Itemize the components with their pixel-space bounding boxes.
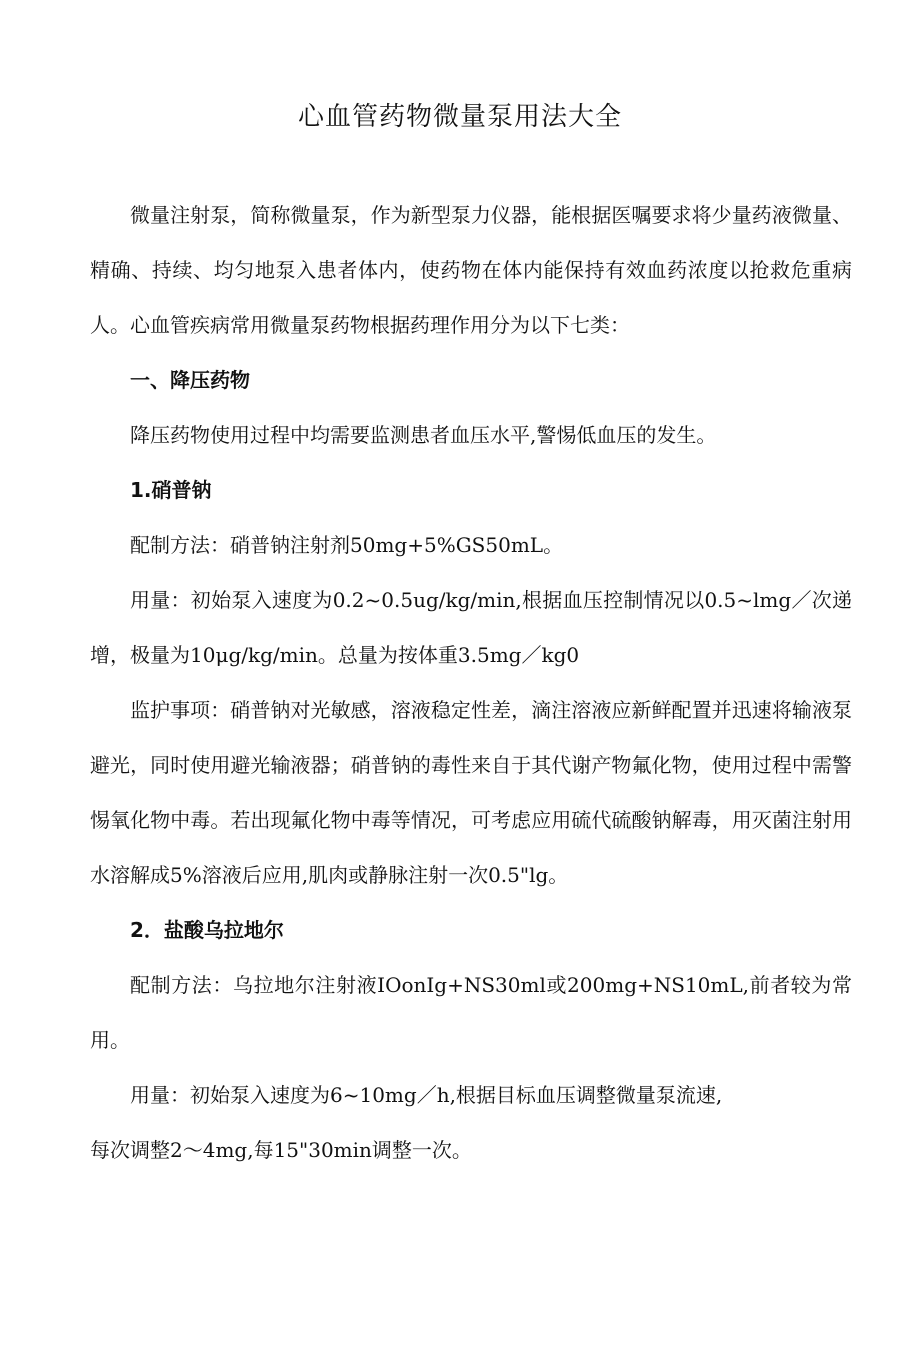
urapidil-preparation: 配制方法：乌拉地尔注射液IOonIg+NS30ml或200mg+NS10mL,前者较为常用。 [90, 973, 852, 1052]
nitroprusside-dosage: 用量：初始泵入速度为0.2~0.5ug/kg/min,根据血压控制情况以0.5~lmg／次递增，极量为10μg/kg/min。总量为按体重3.5mg／kg0 [90, 588, 852, 667]
intro-paragraph: 微量注射泵，简称微量泵，作为新型泵力仪器，能根据医嘱要求将少量药液微量、精确、持续、均匀地泵入患者体内，使药物在体内能保持有效血药浓度以抢救危重病人。心血管疾病常用微量泵药物根据药理作用分为以下七类： [90, 203, 852, 337]
nitroprusside-monitoring: 监护事项：硝普钠对光敏感，溶液稳定性差，滴注溶液应新鲜配置并迅速将输液泵避光，同时使用避光输液器；硝普钠的毒性来自于其代谢产物氟化物，使用过程中需警惕氧化物中毒。若出现氟化物中毒等情况，可考虑应用硫代硫酸钠解毒，用灭菌注射用水溶解成5%溶液后应用,肌肉或静脉注射一次0.5"lg。 [90, 698, 852, 887]
drug-heading-urapidil: 2．盐酸乌拉地尔 [130, 918, 284, 942]
nitroprusside-preparation: 配制方法：硝普钠注射剂50mg+5%GS50mL。 [130, 533, 564, 557]
section-intro-paragraph: 降压药物使用过程中均需要监测患者血压水平,警惕低血压的发生。 [130, 423, 717, 447]
urapidil-adjustment: 每次调整2～4mg,每15"30min调整一次。 [90, 1138, 472, 1162]
document-title: 心血管药物微量泵用法大全 [297, 102, 622, 132]
urapidil-dosage: 用量：初始泵入速度为6~10mg／h,根据目标血压调整微量泵流速, [130, 1083, 723, 1107]
document-body [90, 188, 852, 1178]
section-heading-antihypertensive: 一、降压药物 [130, 368, 250, 392]
drug-heading-nitroprusside: 1.硝普钠 [130, 478, 212, 502]
